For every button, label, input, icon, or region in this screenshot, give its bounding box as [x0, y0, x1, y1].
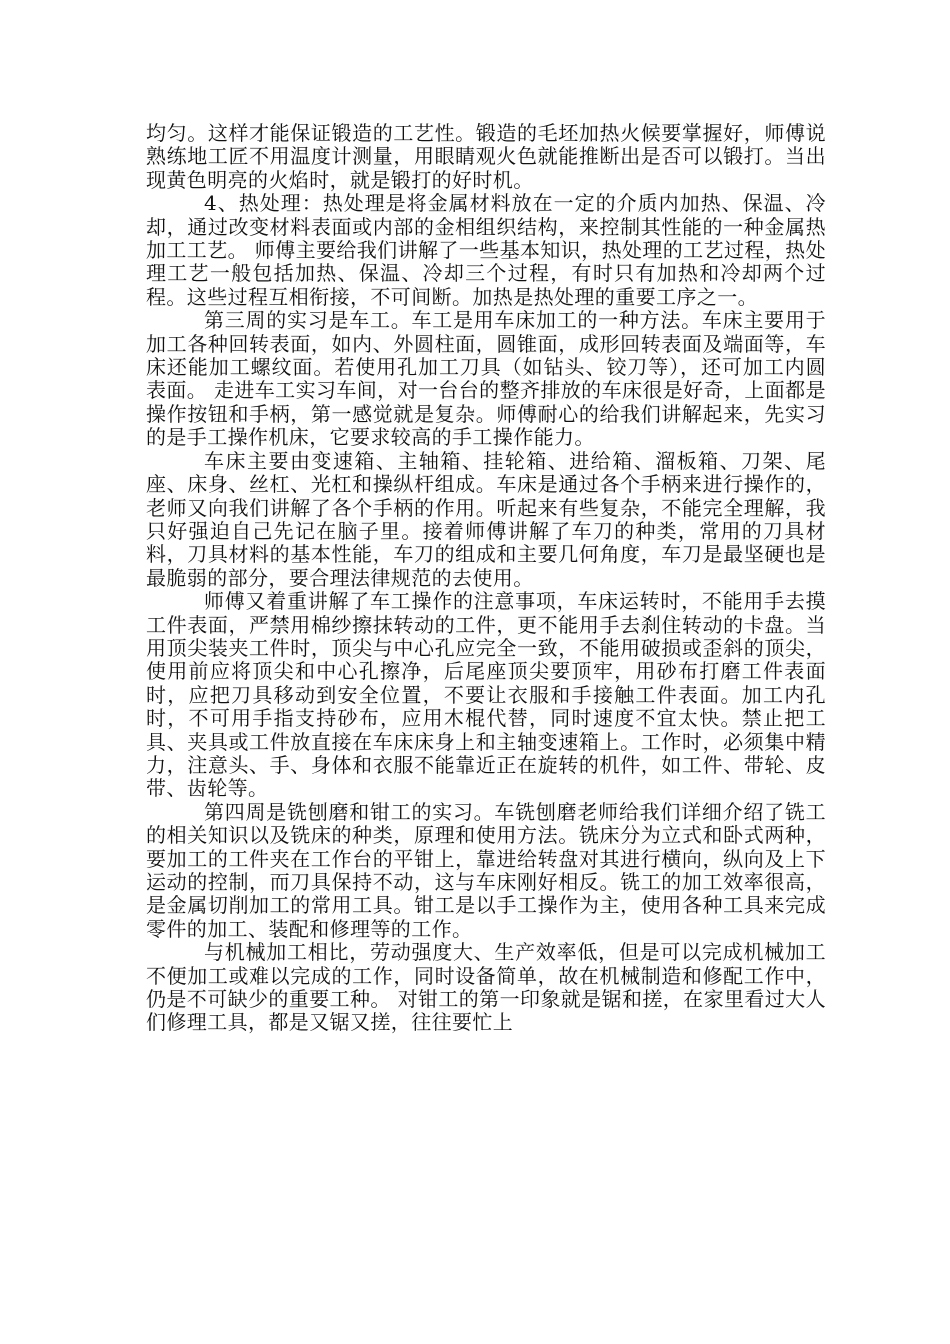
paragraph-week-three-turning: 第三周的实习是车工。车工是用车床加工的一种方法。车床主要用于加工各种回转表面，如内、外圆柱面，圆锥面，成形回转表面及端面等，车床还能加工螺纹面。若使用孔加工刀具（如钻头、铰刀等），还可加工内圆表面。 走进车工实习车间，对一台台的整齐排放的车床很是好奇，上面都是操作按钮和手柄，第一感觉就是复杂。师傅耐心的给我们讲解起来，先实习的是手工操作机床，它要求较高的手工操作能力。 [146, 308, 826, 450]
body-text [146, 122, 826, 1035]
paragraph-fitter-work: 与机械加工相比，劳动强度大、生产效率低，但是可以完成机械加工不便加工或难以完成的工作，同时设备简单，故在机械制造和修配工作中，仍是不可缺少的重要工种。 对钳工的第一印象就是锯和搓，在家里看过大人们修理工具，都是又锯又搓，往往要忙上 [146, 940, 826, 1035]
paragraph-forging-end: 均匀。这样才能保证锻造的工艺性。锻造的毛坯加热火候要掌握好，师傅说熟练地工匠不用温度计测量，用眼睛观火色就能推断出是否可以锻打。当出现黄色明亮的火焰时，就是锻打的好时机。 [146, 121, 826, 192]
paragraph-lathe-components: 车床主要由变速箱、主轴箱、挂轮箱、进给箱、溜板箱、刀架、尾座、床身、丝杠、光杠和操纵杆组成。车床是通过各个手柄来进行操作的，老师又向我们讲解了各个手柄的作用。听起来有些复杂，不能完全理解，我只好强迫自己先记在脑子里。接着师傅讲解了车刀的种类，常用的刀具材料，刀具材料的基本性能，车刀的组成和主要几何角度，车刀是最坚硬也是最脆弱的部分，要合理法律规范的去使用。 [146, 448, 826, 590]
paragraph-lathe-safety: 师傅又着重讲解了车工操作的注意事项，车床运转时，不能用手去摸工件表面，严禁用棉纱擦抹转动的工件，更不能用手去刹住转动的卡盘。当用顶尖装夹工件时，顶尖与中心孔应完全一致，不能用破损或歪斜的顶尖，使用前应将顶尖和中心孔擦净，后尾座顶尖要顶牢，用砂布打磨工件表面时，应把刀具移动到安全位置，不要让衣服和手接触工件表面。加工内孔时，不可用手指支持砂布，应用木棍代替，同时速度不宜太快。禁止把工具、夹具或工件放直接在车床床身上和主轴变速箱上。工作时，必须集中精力，注意头、手、身体和衣服不能靠近正在旋转的机件，如工件、带轮、皮带、齿轮等。 [146, 589, 826, 801]
paragraph-week-four-milling: 第四周是铣刨磨和钳工的实习。车铣刨磨老师给我们详细介绍了铣工的相关知识以及铣床的种类，原理和使用方法。铣床分为立式和卧式两种，要加工的工件夹在工作台的平钳上，靠进给转盘对其进行横向，纵向及上下运动的控制，而刀具保持不动，这与车床刚好相反。铣工的加工效率很高，是金属切削加工的常用工具。钳工是以手工操作为主，使用各种工具来完成零件的加工、装配和修理等的工作。 [146, 799, 826, 941]
paragraph-heat-treatment: 4、热处理：热处理是将金属材料放在一定的介质内加热、保温、冷却，通过改变材料表面或内部的金相组织结构，来控制其性能的一种金属热加工工艺。 师傅主要给我们讲解了一些基本知识，热处理的工艺过程，热处理工艺一般包括加热、保温、冷却三个过程，有时只有加热和冷却两个过程。这些过程互相衔接，不可间断。加热是热处理的重要工序之一。 [146, 191, 826, 309]
